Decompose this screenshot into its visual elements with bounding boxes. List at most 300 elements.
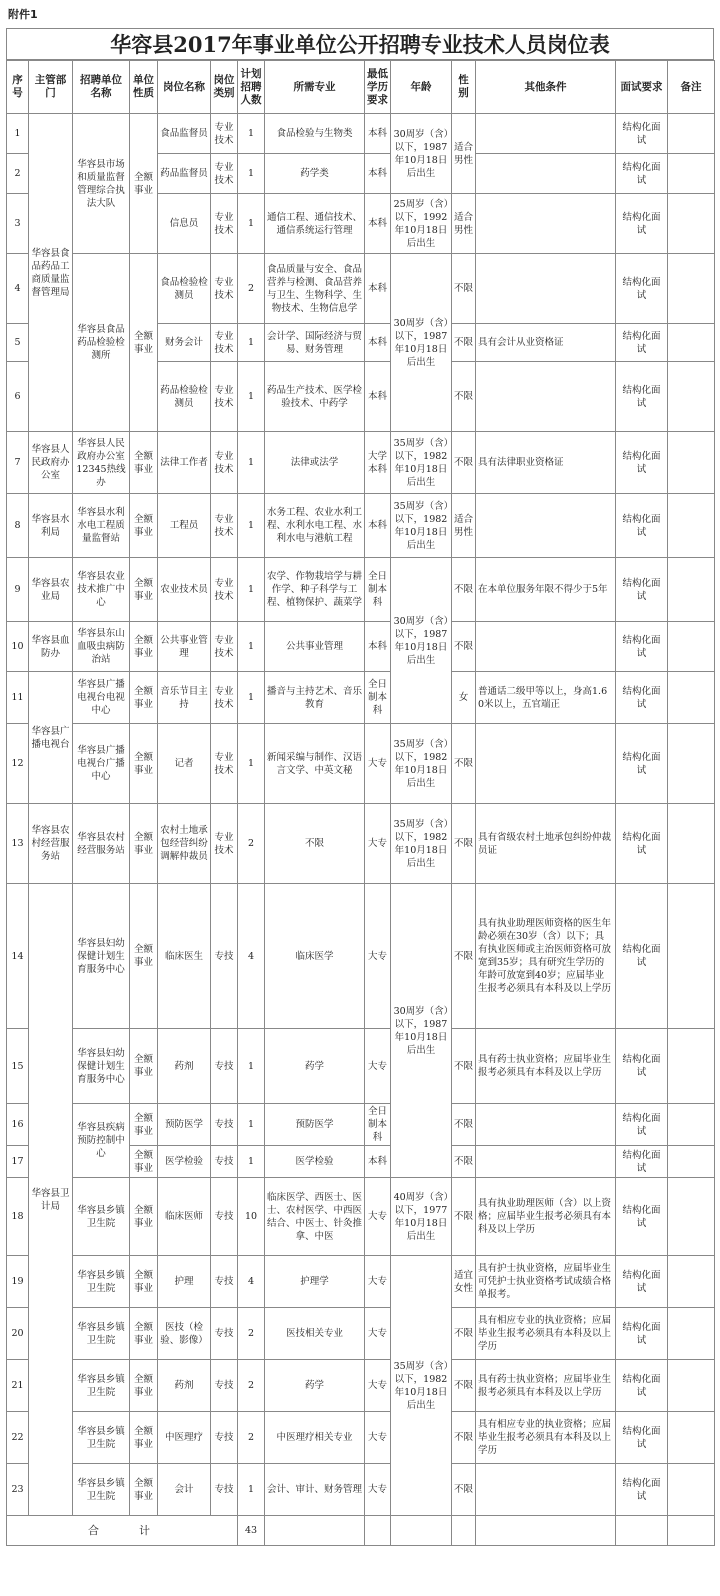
cell-nature: 全额事业 bbox=[130, 804, 158, 884]
cell-seq: 23 bbox=[7, 1464, 29, 1516]
cell-note bbox=[668, 1360, 715, 1412]
cell-major: 医技相关专业 bbox=[265, 1308, 365, 1360]
header-row bbox=[7, 61, 715, 114]
cell-major: 法律或法学 bbox=[265, 432, 365, 494]
cell-note bbox=[668, 494, 715, 558]
cell-exam: 结构化面试 bbox=[616, 804, 668, 884]
cell-post: 公共事业管理 bbox=[158, 622, 211, 672]
cell-exam: 结构化面试 bbox=[616, 1178, 668, 1256]
cell-age: 35周岁（含）以下，1982年10月18日后出生 bbox=[391, 804, 452, 884]
table-row bbox=[7, 1412, 715, 1464]
total-label: 合 计 bbox=[7, 1516, 238, 1546]
cell-major: 中医理疗相关专业 bbox=[265, 1412, 365, 1464]
cell-num: 1 bbox=[238, 154, 265, 194]
header-sex: 性别 bbox=[452, 61, 476, 114]
cell-other: 具有药士执业资格；应届毕业生报考必须具有本科及以上学历 bbox=[476, 1360, 616, 1412]
cell-note bbox=[668, 1464, 715, 1516]
cell-other bbox=[476, 154, 616, 194]
table-row bbox=[7, 672, 715, 724]
cell-major: 水务工程、农业水利工程、水利水电工程、水利水电与港航工程 bbox=[265, 494, 365, 558]
table-row bbox=[7, 114, 715, 154]
table-row bbox=[7, 1029, 715, 1104]
cell-note bbox=[668, 324, 715, 362]
cell-post: 食品监督员 bbox=[158, 114, 211, 154]
cell-unit: 华容县乡镇卫生院 bbox=[73, 1178, 130, 1256]
cell-sex: 不限 bbox=[452, 1178, 476, 1256]
header-post: 岗位名称 bbox=[158, 61, 211, 114]
cell-sex: 不限 bbox=[452, 254, 476, 324]
cell-edu: 全日制本科 bbox=[365, 672, 391, 724]
cell-major: 护理学 bbox=[265, 1256, 365, 1308]
cell-nature: 全额事业 bbox=[130, 1412, 158, 1464]
cell-cat: 专业技术 bbox=[211, 558, 238, 622]
cell-post: 音乐节目主持 bbox=[158, 672, 211, 724]
cell-edu: 本科 bbox=[365, 154, 391, 194]
cell-age: 35周岁（含）以下，1982年10月18日后出生 bbox=[391, 432, 452, 494]
table-row bbox=[7, 1308, 715, 1360]
cell-dept: 华容县食品药品工商质量监督管理局 bbox=[29, 114, 73, 432]
cell-post: 信息员 bbox=[158, 194, 211, 254]
cell-cat: 专技 bbox=[211, 884, 238, 1029]
cell-note bbox=[668, 1256, 715, 1308]
cell-post: 财务会计 bbox=[158, 324, 211, 362]
table-row bbox=[7, 1256, 715, 1308]
cell-major: 通信工程、通信技术、通信系统运行管理 bbox=[265, 194, 365, 254]
cell-seq: 16 bbox=[7, 1104, 29, 1146]
cell-other: 普通话二级甲等以上，身高1.60米以上，五官端正 bbox=[476, 672, 616, 724]
cell-num: 1 bbox=[238, 324, 265, 362]
cell-nature: 全额事业 bbox=[130, 558, 158, 622]
cell-num: 4 bbox=[238, 1256, 265, 1308]
cell-num: 2 bbox=[238, 1360, 265, 1412]
cell-note bbox=[668, 1178, 715, 1256]
cell-unit: 华容县广播电视台电视中心 bbox=[73, 672, 130, 724]
cell-sex: 不限 bbox=[452, 1029, 476, 1104]
cell-cat: 专业技术 bbox=[211, 432, 238, 494]
cell-post: 临床医生 bbox=[158, 884, 211, 1029]
table-row bbox=[7, 558, 715, 622]
cell-cat: 专技 bbox=[211, 1029, 238, 1104]
cell-seq: 2 bbox=[7, 154, 29, 194]
cell-note bbox=[668, 1308, 715, 1360]
cell-num: 1 bbox=[238, 114, 265, 154]
cell-other: 具有相应专业的执业资格；应届毕业生报考必须具有本科及以上学历 bbox=[476, 1412, 616, 1464]
cell-num: 1 bbox=[238, 622, 265, 672]
cell-age: 30周岁（含）以下，1987年10月18日后出生 bbox=[391, 884, 452, 1178]
cell-exam: 结构化面试 bbox=[616, 672, 668, 724]
header-cat: 岗位类别 bbox=[211, 61, 238, 114]
recruitment-table bbox=[6, 60, 715, 1546]
cell-cat: 专技 bbox=[211, 1146, 238, 1178]
table-row bbox=[7, 432, 715, 494]
cell-edu: 本科 bbox=[365, 494, 391, 558]
cell-num: 1 bbox=[238, 1146, 265, 1178]
cell-note bbox=[668, 1146, 715, 1178]
cell-major: 新闻采编与制作、汉语言文学、中英文秘 bbox=[265, 724, 365, 804]
cell-exam: 结构化面试 bbox=[616, 1464, 668, 1516]
cell-dept: 华容县农业局 bbox=[29, 558, 73, 622]
cell-cat: 专业技术 bbox=[211, 194, 238, 254]
cell-major: 食品检验与生物类 bbox=[265, 114, 365, 154]
cell-post: 临床医师 bbox=[158, 1178, 211, 1256]
cell-sex: 不限 bbox=[452, 362, 476, 432]
table-row bbox=[7, 1178, 715, 1256]
header-age: 年龄 bbox=[391, 61, 452, 114]
cell-nature: 全额事业 bbox=[130, 724, 158, 804]
cell-major: 医学检验 bbox=[265, 1146, 365, 1178]
cell-seq: 6 bbox=[7, 362, 29, 432]
cell-cat: 专技 bbox=[211, 1178, 238, 1256]
cell-exam: 结构化面试 bbox=[616, 494, 668, 558]
cell-other bbox=[476, 114, 616, 154]
cell-exam: 结构化面试 bbox=[616, 622, 668, 672]
cell-cat: 专业技术 bbox=[211, 804, 238, 884]
cell-major: 药学 bbox=[265, 1360, 365, 1412]
cell-edu: 大专 bbox=[365, 1178, 391, 1256]
cell-unit: 华容县妇幼保健计划生育服务中心 bbox=[73, 1029, 130, 1104]
cell-post: 护理 bbox=[158, 1256, 211, 1308]
cell-age: 30周岁（含）以下，1987年10月18日后出生 bbox=[391, 254, 452, 432]
cell-exam: 结构化面试 bbox=[616, 324, 668, 362]
cell-exam: 结构化面试 bbox=[616, 1029, 668, 1104]
table-row bbox=[7, 1104, 715, 1146]
cell-other bbox=[476, 1464, 616, 1516]
cell-unit: 华容县人民政府办公室12345热线办 bbox=[73, 432, 130, 494]
cell-dept: 华容县广播电视台 bbox=[29, 672, 73, 804]
cell-num: 1 bbox=[238, 432, 265, 494]
cell-cat: 专业技术 bbox=[211, 362, 238, 432]
cell-nature: 全额事业 bbox=[130, 254, 158, 432]
cell-nature: 全额事业 bbox=[130, 1464, 158, 1516]
cell-other bbox=[476, 494, 616, 558]
cell-note bbox=[668, 254, 715, 324]
cell-num: 2 bbox=[238, 1308, 265, 1360]
cell-note bbox=[668, 804, 715, 884]
cell-post: 医技（检验、影像） bbox=[158, 1308, 211, 1360]
cell-edu: 大专 bbox=[365, 884, 391, 1029]
cell-other: 在本单位服务年限不得少于5年 bbox=[476, 558, 616, 622]
cell-sex: 不限 bbox=[452, 1412, 476, 1464]
cell-edu: 大专 bbox=[365, 1412, 391, 1464]
cell-seq: 20 bbox=[7, 1308, 29, 1360]
cell-seq: 1 bbox=[7, 114, 29, 154]
cell-exam: 结构化面试 bbox=[616, 114, 668, 154]
cell-unit: 华容县乡镇卫生院 bbox=[73, 1464, 130, 1516]
cell-note bbox=[668, 154, 715, 194]
cell-note bbox=[668, 362, 715, 432]
header-unit: 招聘单位名称 bbox=[73, 61, 130, 114]
table-row bbox=[7, 494, 715, 558]
cell-major: 食品质量与安全、食品营养与检测、食品营养与卫生、生物科学、生物技术、生物信息学 bbox=[265, 254, 365, 324]
cell-cat: 专业技术 bbox=[211, 494, 238, 558]
cell-edu: 大学本科 bbox=[365, 432, 391, 494]
header-major: 所需专业 bbox=[265, 61, 365, 114]
cell-dept: 华容县血防办 bbox=[29, 622, 73, 672]
cell-major: 会计、审计、财务管理 bbox=[265, 1464, 365, 1516]
cell-exam: 结构化面试 bbox=[616, 884, 668, 1029]
cell-cat: 专技 bbox=[211, 1360, 238, 1412]
cell-sex: 不限 bbox=[452, 884, 476, 1029]
cell-major: 临床医学 bbox=[265, 884, 365, 1029]
cell-post: 药品监督员 bbox=[158, 154, 211, 194]
header-exam: 面试要求 bbox=[616, 61, 668, 114]
cell-cat: 专技 bbox=[211, 1464, 238, 1516]
cell-edu: 大专 bbox=[365, 724, 391, 804]
cell-edu: 大专 bbox=[365, 1308, 391, 1360]
cell-sex: 不限 bbox=[452, 1104, 476, 1146]
cell-other: 具有药士执业资格；应届毕业生报考必须具有本科及以上学历 bbox=[476, 1029, 616, 1104]
cell-edu: 本科 bbox=[365, 254, 391, 324]
table-row bbox=[7, 884, 715, 1029]
cell-unit: 华容县农业技术推广中心 bbox=[73, 558, 130, 622]
cell-cat: 专技 bbox=[211, 1256, 238, 1308]
cell-exam: 结构化面试 bbox=[616, 1104, 668, 1146]
cell-post: 农村土地承包经营纠纷调解仲裁员 bbox=[158, 804, 211, 884]
table-row bbox=[7, 724, 715, 804]
cell-unit: 华容县水利水电工程质量监督站 bbox=[73, 494, 130, 558]
cell-major: 播音与主持艺术、音乐教育 bbox=[265, 672, 365, 724]
header-note: 备注 bbox=[668, 61, 715, 114]
cell-other: 具有护士执业资格，应届毕业生可凭护士执业资格考试成绩合格单报考。 bbox=[476, 1256, 616, 1308]
cell-nature: 全额事业 bbox=[130, 1178, 158, 1256]
cell-num: 2 bbox=[238, 254, 265, 324]
cell-seq: 3 bbox=[7, 194, 29, 254]
cell-seq: 7 bbox=[7, 432, 29, 494]
cell-note bbox=[668, 1029, 715, 1104]
cell-unit: 华容县乡镇卫生院 bbox=[73, 1256, 130, 1308]
cell-major: 药学类 bbox=[265, 154, 365, 194]
cell-exam: 结构化面试 bbox=[616, 1360, 668, 1412]
table-row bbox=[7, 804, 715, 884]
cell-seq: 10 bbox=[7, 622, 29, 672]
cell-exam: 结构化面试 bbox=[616, 1256, 668, 1308]
cell-dept: 华容县卫计局 bbox=[29, 884, 73, 1516]
cell-sex: 不限 bbox=[452, 1146, 476, 1178]
cell-exam: 结构化面试 bbox=[616, 362, 668, 432]
table-row bbox=[7, 1360, 715, 1412]
cell-other bbox=[476, 362, 616, 432]
cell-unit: 华容县食品药品检验检测所 bbox=[73, 254, 130, 432]
cell-age: 30周岁（含）以下，1987年10月18日后出生 bbox=[391, 114, 452, 194]
total-value: 43 bbox=[238, 1516, 265, 1546]
cell-unit: 华容县乡镇卫生院 bbox=[73, 1360, 130, 1412]
cell-cat: 专业技术 bbox=[211, 154, 238, 194]
cell-exam: 结构化面试 bbox=[616, 558, 668, 622]
cell-seq: 18 bbox=[7, 1178, 29, 1256]
cell-major: 药学 bbox=[265, 1029, 365, 1104]
cell-cat: 专业技术 bbox=[211, 622, 238, 672]
cell-unit: 华容县疾病预防控制中心 bbox=[73, 1104, 130, 1178]
cell-major: 预防医学 bbox=[265, 1104, 365, 1146]
cell-sex: 不限 bbox=[452, 622, 476, 672]
cell-exam: 结构化面试 bbox=[616, 154, 668, 194]
cell-note bbox=[668, 114, 715, 154]
cell-post: 医学检验 bbox=[158, 1146, 211, 1178]
cell-sex: 不限 bbox=[452, 1360, 476, 1412]
cell-edu: 大专 bbox=[365, 1464, 391, 1516]
cell-nature: 全额事业 bbox=[130, 114, 158, 254]
cell-post: 会计 bbox=[158, 1464, 211, 1516]
cell-nature: 全额事业 bbox=[130, 432, 158, 494]
cell-num: 2 bbox=[238, 804, 265, 884]
cell-nature: 全额事业 bbox=[130, 494, 158, 558]
header-edu: 最低学历要求 bbox=[365, 61, 391, 114]
cell-cat: 专技 bbox=[211, 1104, 238, 1146]
cell-seq: 11 bbox=[7, 672, 29, 724]
cell-age: 35周岁（含）以下，1982年10月18日后出生 bbox=[391, 494, 452, 558]
cell-nature: 全额事业 bbox=[130, 1029, 158, 1104]
cell-exam: 结构化面试 bbox=[616, 724, 668, 804]
cell-cat: 专业技术 bbox=[211, 254, 238, 324]
cell-nature: 全额事业 bbox=[130, 1256, 158, 1308]
cell-note bbox=[668, 558, 715, 622]
cell-note bbox=[668, 1104, 715, 1146]
header-nature: 单位性质 bbox=[130, 61, 158, 114]
cell-sex: 适合男性 bbox=[452, 114, 476, 194]
cell-seq: 14 bbox=[7, 884, 29, 1029]
cell-edu: 本科 bbox=[365, 622, 391, 672]
cell-major: 农学、作物栽培学与耕作学、种子科学与工程、植物保护、蔬菜学 bbox=[265, 558, 365, 622]
cell-edu: 全日制本科 bbox=[365, 1104, 391, 1146]
cell-seq: 17 bbox=[7, 1146, 29, 1178]
cell-post: 法律工作者 bbox=[158, 432, 211, 494]
cell-note bbox=[668, 672, 715, 724]
cell-num: 1 bbox=[238, 1104, 265, 1146]
cell-note bbox=[668, 724, 715, 804]
cell-other: 具有省级农村土地承包纠纷仲裁员证 bbox=[476, 804, 616, 884]
cell-post: 药品检验检测员 bbox=[158, 362, 211, 432]
cell-edu: 大专 bbox=[365, 1256, 391, 1308]
cell-seq: 5 bbox=[7, 324, 29, 362]
cell-nature: 全额事业 bbox=[130, 1146, 158, 1178]
cell-edu: 本科 bbox=[365, 114, 391, 154]
cell-other bbox=[476, 622, 616, 672]
cell-num: 10 bbox=[238, 1178, 265, 1256]
cell-exam: 结构化面试 bbox=[616, 432, 668, 494]
cell-age: 35周岁（含）以下，1982年10月18日后出生 bbox=[391, 724, 452, 804]
cell-other bbox=[476, 1146, 616, 1178]
cell-exam: 结构化面试 bbox=[616, 194, 668, 254]
cell-post: 记者 bbox=[158, 724, 211, 804]
cell-major: 临床医学、西医士、医士、农村医学、中西医结合、中医士、针灸推拿、中医 bbox=[265, 1178, 365, 1256]
cell-sex: 不限 bbox=[452, 724, 476, 804]
cell-edu: 本科 bbox=[365, 362, 391, 432]
cell-num: 1 bbox=[238, 494, 265, 558]
cell-unit: 华容县广播电视台广播中心 bbox=[73, 724, 130, 804]
cell-nature: 全额事业 bbox=[130, 1308, 158, 1360]
cell-seq: 19 bbox=[7, 1256, 29, 1308]
table-row bbox=[7, 1464, 715, 1516]
cell-num: 1 bbox=[238, 672, 265, 724]
cell-seq: 22 bbox=[7, 1412, 29, 1464]
cell-other: 具有执业助理医师资格的医生年龄必须在30岁（含）以下；具有执业医师或主治医师资格可放宽到35岁；具有研究生学历的年龄可放宽到40岁；应届毕业生报考必须具有本科及以上学历 bbox=[476, 884, 616, 1029]
cell-unit: 华容县市场和质量监督管理综合执法大队 bbox=[73, 114, 130, 254]
cell-age: 30周岁（含）以下，1987年10月18日后出生 bbox=[391, 558, 452, 724]
cell-exam: 结构化面试 bbox=[616, 1412, 668, 1464]
cell-sex: 不限 bbox=[452, 432, 476, 494]
cell-exam: 结构化面试 bbox=[616, 254, 668, 324]
cell-seq: 12 bbox=[7, 724, 29, 804]
header-other: 其他条件 bbox=[476, 61, 616, 114]
total-row bbox=[7, 1516, 715, 1546]
cell-other bbox=[476, 1104, 616, 1146]
cell-num: 1 bbox=[238, 558, 265, 622]
cell-num: 1 bbox=[238, 1029, 265, 1104]
cell-major: 公共事业管理 bbox=[265, 622, 365, 672]
cell-dept: 华容县水利局 bbox=[29, 494, 73, 558]
cell-sex: 适宜女性 bbox=[452, 1256, 476, 1308]
cell-seq: 21 bbox=[7, 1360, 29, 1412]
cell-edu: 大专 bbox=[365, 804, 391, 884]
cell-post: 农业技术员 bbox=[158, 558, 211, 622]
header-dept: 主管部门 bbox=[29, 61, 73, 114]
cell-other: 具有会计从业资格证 bbox=[476, 324, 616, 362]
cell-nature: 全额事业 bbox=[130, 1360, 158, 1412]
cell-sex: 女 bbox=[452, 672, 476, 724]
cell-post: 食品检验检测员 bbox=[158, 254, 211, 324]
cell-edu: 本科 bbox=[365, 1146, 391, 1178]
cell-seq: 8 bbox=[7, 494, 29, 558]
cell-nature: 全额事业 bbox=[130, 884, 158, 1029]
cell-sex: 不限 bbox=[452, 804, 476, 884]
cell-edu: 本科 bbox=[365, 324, 391, 362]
cell-post: 工程员 bbox=[158, 494, 211, 558]
cell-num: 2 bbox=[238, 1412, 265, 1464]
cell-seq: 13 bbox=[7, 804, 29, 884]
cell-num: 1 bbox=[238, 724, 265, 804]
cell-exam: 结构化面试 bbox=[616, 1146, 668, 1178]
cell-seq: 15 bbox=[7, 1029, 29, 1104]
cell-num: 4 bbox=[238, 884, 265, 1029]
cell-sex: 不限 bbox=[452, 1308, 476, 1360]
cell-post: 药剂 bbox=[158, 1029, 211, 1104]
cell-exam: 结构化面试 bbox=[616, 1308, 668, 1360]
cell-cat: 专业技术 bbox=[211, 114, 238, 154]
cell-seq: 9 bbox=[7, 558, 29, 622]
cell-age: 40周岁（含）以下，1977年10月18日后出生 bbox=[391, 1178, 452, 1256]
cell-post: 预防医学 bbox=[158, 1104, 211, 1146]
cell-nature: 全额事业 bbox=[130, 1104, 158, 1146]
cell-age: 35周岁（含）以下，1982年10月18日后出生 bbox=[391, 1256, 452, 1516]
cell-dept: 华容县农村经营服务站 bbox=[29, 804, 73, 884]
page-title: 华容县2017年事业单位公开招聘专业技术人员岗位表 bbox=[6, 28, 714, 60]
cell-other: 具有法律职业资格证 bbox=[476, 432, 616, 494]
cell-other bbox=[476, 254, 616, 324]
cell-edu: 本科 bbox=[365, 194, 391, 254]
cell-note bbox=[668, 432, 715, 494]
cell-unit: 华容县乡镇卫生院 bbox=[73, 1412, 130, 1464]
cell-unit: 华容县农村经营服务站 bbox=[73, 804, 130, 884]
cell-age: 25周岁（含）以下，1992年10月18日后出生 bbox=[391, 194, 452, 254]
cell-major: 会计学、国际经济与贸易、财务管理 bbox=[265, 324, 365, 362]
cell-sex: 适合男性 bbox=[452, 494, 476, 558]
cell-edu: 大专 bbox=[365, 1360, 391, 1412]
cell-other bbox=[476, 194, 616, 254]
cell-other: 具有相应专业的执业资格；应届毕业生报考必须具有本科及以上学历 bbox=[476, 1308, 616, 1360]
cell-other: 具有执业助理医师（含）以上资格；应届毕业生报考必须具有本科及以上学历 bbox=[476, 1178, 616, 1256]
cell-sex: 不限 bbox=[452, 1464, 476, 1516]
cell-cat: 专技 bbox=[211, 1412, 238, 1464]
cell-cat: 专业技术 bbox=[211, 672, 238, 724]
table-row bbox=[7, 622, 715, 672]
table-row bbox=[7, 254, 715, 324]
attachment-label: 附件1 bbox=[8, 8, 38, 21]
cell-major: 不限 bbox=[265, 804, 365, 884]
cell-unit: 华容县乡镇卫生院 bbox=[73, 1308, 130, 1360]
cell-seq: 4 bbox=[7, 254, 29, 324]
cell-major: 药品生产技术、医学检验技术、中药学 bbox=[265, 362, 365, 432]
cell-sex: 适合男性 bbox=[452, 194, 476, 254]
